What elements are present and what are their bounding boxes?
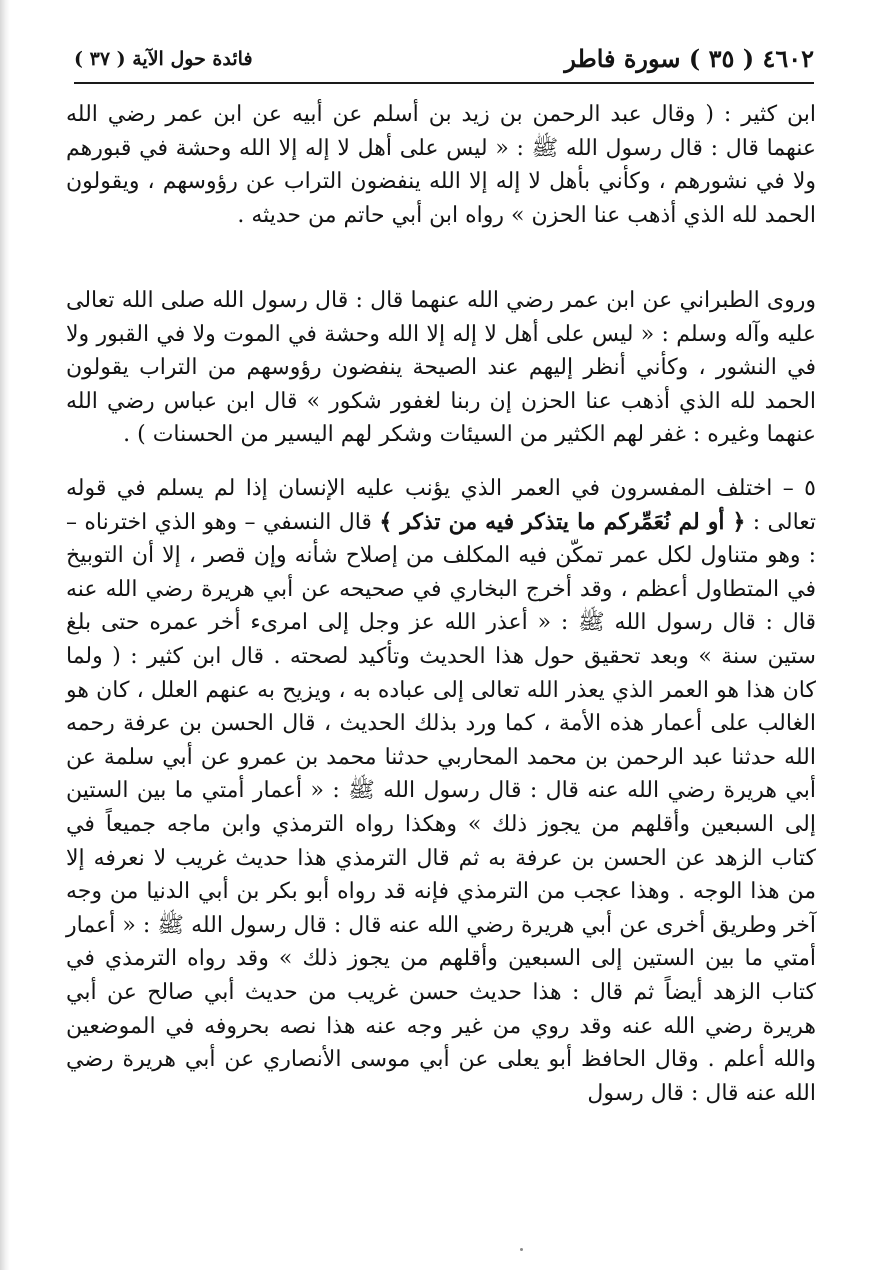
paragraph-1: ابن كثير : ( وقال عبد الرحمن بن زيد بن أسلم عن أبيه عن ابن عمر رضي الله عنهما قال : قال رسول الله ﷺ : « ليس على أهل لا إله إلا الله وحشة في قبورهم ولا في نشورهم ، وكأني بأهل لا إله إلا الله ينفضون التراب عن رؤوسهم ، ويقولون الحمد لله الذي أذهب عنا الحزن » رواه ابن أبي حاتم من حديثه . <box>66 102 816 228</box>
scan-edge-shadow <box>0 0 10 1270</box>
page-number: ٤٦٠٢ <box>762 44 814 73</box>
surah-name: ( ٣٥ ) سورة فاطر <box>564 44 755 73</box>
paragraph-3-intro: ٥ – اختلف المفسرون في العمر الذي يؤنب عليه الإنسان إذا لم يسلم في قوله تعالى : <box>66 476 817 535</box>
page-body <box>66 98 816 1110</box>
paragraph-3-body: قال النسفي – وهو الذي اخترناه – : وهو متناول لكل عمر تمكّن فيه المكلف من إصلاح شأنه وإن قصر ، إلا أن التوبيخ في المتطاول أعظم ، وقد أخرج البخاري في صحيحه عن أبي هريرة رضي الله عنه قال : قال رسول الله ﷺ : « أعذر الله عز وجل إلى امرىء أخر عمره حتى بلغ ستين سنة » وبعد تحقيق حول هذا الحديث وتأكيد لصحته . قال ابن كثير : ( ولما كان هذا هو العمر الذي يعذر الله تعالى إلى عباده به ، ويزيح به عنهم العلل ، كان هو الغالب على أعمار هذه الأمة ، كما ورد بذلك الحديث ، قال الحسن بن عرفة رحمه الله حدثنا عبد الرحمن بن محمد المحاربي حدثنا محمد بن عمرو عن أبي سلمة عن أبي هريرة رضي الله عنه قال : قال رسول الله ﷺ : « أعمار أمتي ما بين الستين إلى السبعين وأقلهم من يجوز ذلك » وهكذا رواه الترمذي وابن ماجه جميعاً في كتاب الزهد عن الحسن بن عرفة به ثم قال الترمذي هذا حديث غريب لا نعرفه إلا من هذا الوجه . وهذا عجب من الترمذي فإنه قد رواه أبو بكر بن أبي الدنيا من وجه آخر وطريق أخرى عن أبي هريرة رضي الله عنه قال : قال رسول الله ﷺ : « أعمار أمتي ما بين الستين إلى السبعين وأقلهم من يجوز ذلك » وقد رواه الترمذي في كتاب الزهد أيضاً ثم قال : هذا حديث حسن غريب من حديث أبي صالح عن أبي هريرة رضي الله عنه وقد روي من غير وجه عنه هذا نصه بحروفه في الموضعين والله أعلم . وقال الحافظ أبو يعلى عن أبي موسى الأنصاري عن أبي هريرة رضي الله عنه قال : قال رسول <box>66 509 816 1106</box>
paragraph-3 <box>66 472 816 1110</box>
quran-verse: ﴿ أو لم نُعَمِّركم ما يتذكر فيه من تذكر ﴾ <box>379 508 746 535</box>
scan-speck <box>520 1248 523 1251</box>
section-title: فائدة حول الآية ( ٣٧ ) <box>74 48 253 70</box>
header-page-and-surah <box>564 44 814 73</box>
header-rule <box>74 82 814 84</box>
paragraph-2: وروى الطبراني عن ابن عمر رضي الله عنهما قال : قال رسول الله صلى الله تعالى عليه وآله وسلم : « ليس على أهل لا إله إلا الله وحشة في الموت ولا في القبور ولا في النشور ، وكأني أنظر إليهم عند الصيحة ينفضون رؤوسهم من التراب يقولون الحمد لله الذي أذهب عنا الحزن إن ربنا لغفور شكور » قال ابن عباس رضي الله عنهما وغيره : غفر لهم الكثير من السيئات وشكر لهم اليسير من الحسنات ) . <box>66 288 816 448</box>
page-header <box>74 40 814 80</box>
